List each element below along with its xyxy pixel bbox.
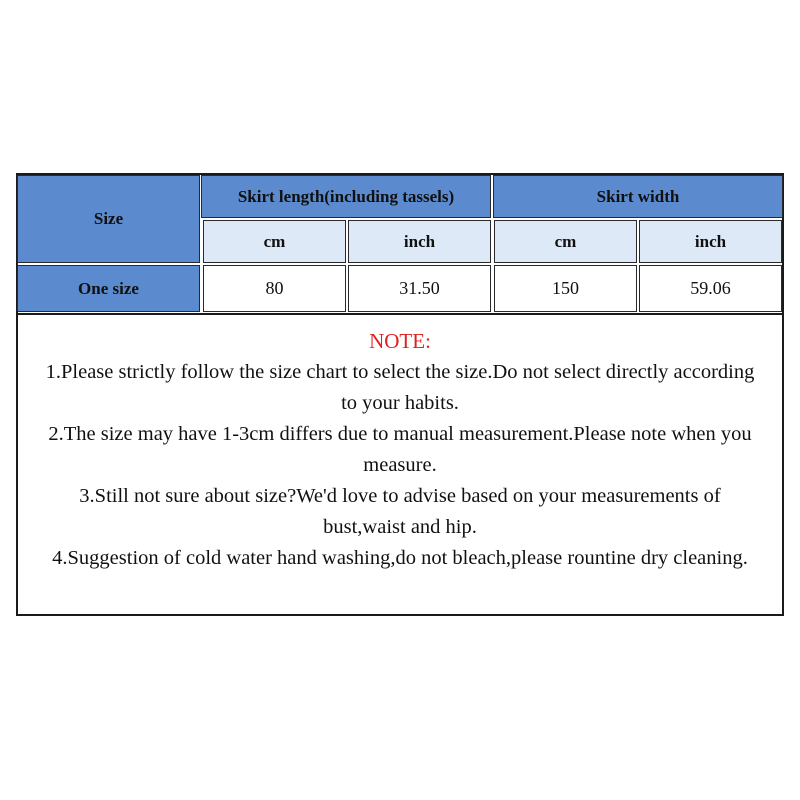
unit-label: cm — [554, 231, 577, 251]
value-cell-length-cm — [203, 265, 346, 312]
skirt-length-header-label: Skirt length(including tassels) — [237, 186, 455, 206]
notes-section — [16, 314, 784, 616]
row-label: One size — [78, 278, 139, 298]
value-cell-width-inch — [639, 265, 782, 312]
notes-title: NOTE: — [369, 329, 431, 353]
value-cell-width-cm — [494, 265, 637, 312]
note-line-4: 4.Suggestion of cold water hand washing,do not bleach,please rountine dry cleaning. — [52, 547, 748, 569]
note-line-1: 1.Please strictly follow the size chart to select the size.Do not select directly according to your habits. — [45, 361, 755, 414]
unit-label: inch — [403, 231, 436, 251]
row-label-cell — [17, 265, 200, 312]
unit-cell-length-cm — [203, 220, 346, 263]
unit-label: inch — [694, 231, 727, 251]
skirt-width-header-cell — [493, 175, 783, 218]
skirt-length-header-cell — [201, 175, 491, 218]
note-line-2: 2.The size may have 1-3cm differs due to manual measurement.Please note when you measure. — [48, 423, 752, 476]
size-header-cell — [17, 175, 200, 263]
value: 150 — [552, 278, 579, 298]
note-line-3: 3.Still not sure about size?We'd love to advise based on your measurements of bust,waist and hip. — [79, 485, 721, 538]
value-cell-length-inch — [348, 265, 491, 312]
value: 80 — [265, 278, 284, 298]
unit-label: cm — [263, 231, 286, 251]
skirt-width-header-label: Skirt width — [596, 186, 680, 206]
unit-cell-width-inch — [639, 220, 782, 263]
unit-cell-length-inch — [348, 220, 491, 263]
size-header-label: Size — [93, 209, 124, 228]
unit-cell-width-cm — [494, 220, 637, 263]
value: 31.50 — [399, 278, 440, 298]
value: 59.06 — [690, 278, 731, 298]
